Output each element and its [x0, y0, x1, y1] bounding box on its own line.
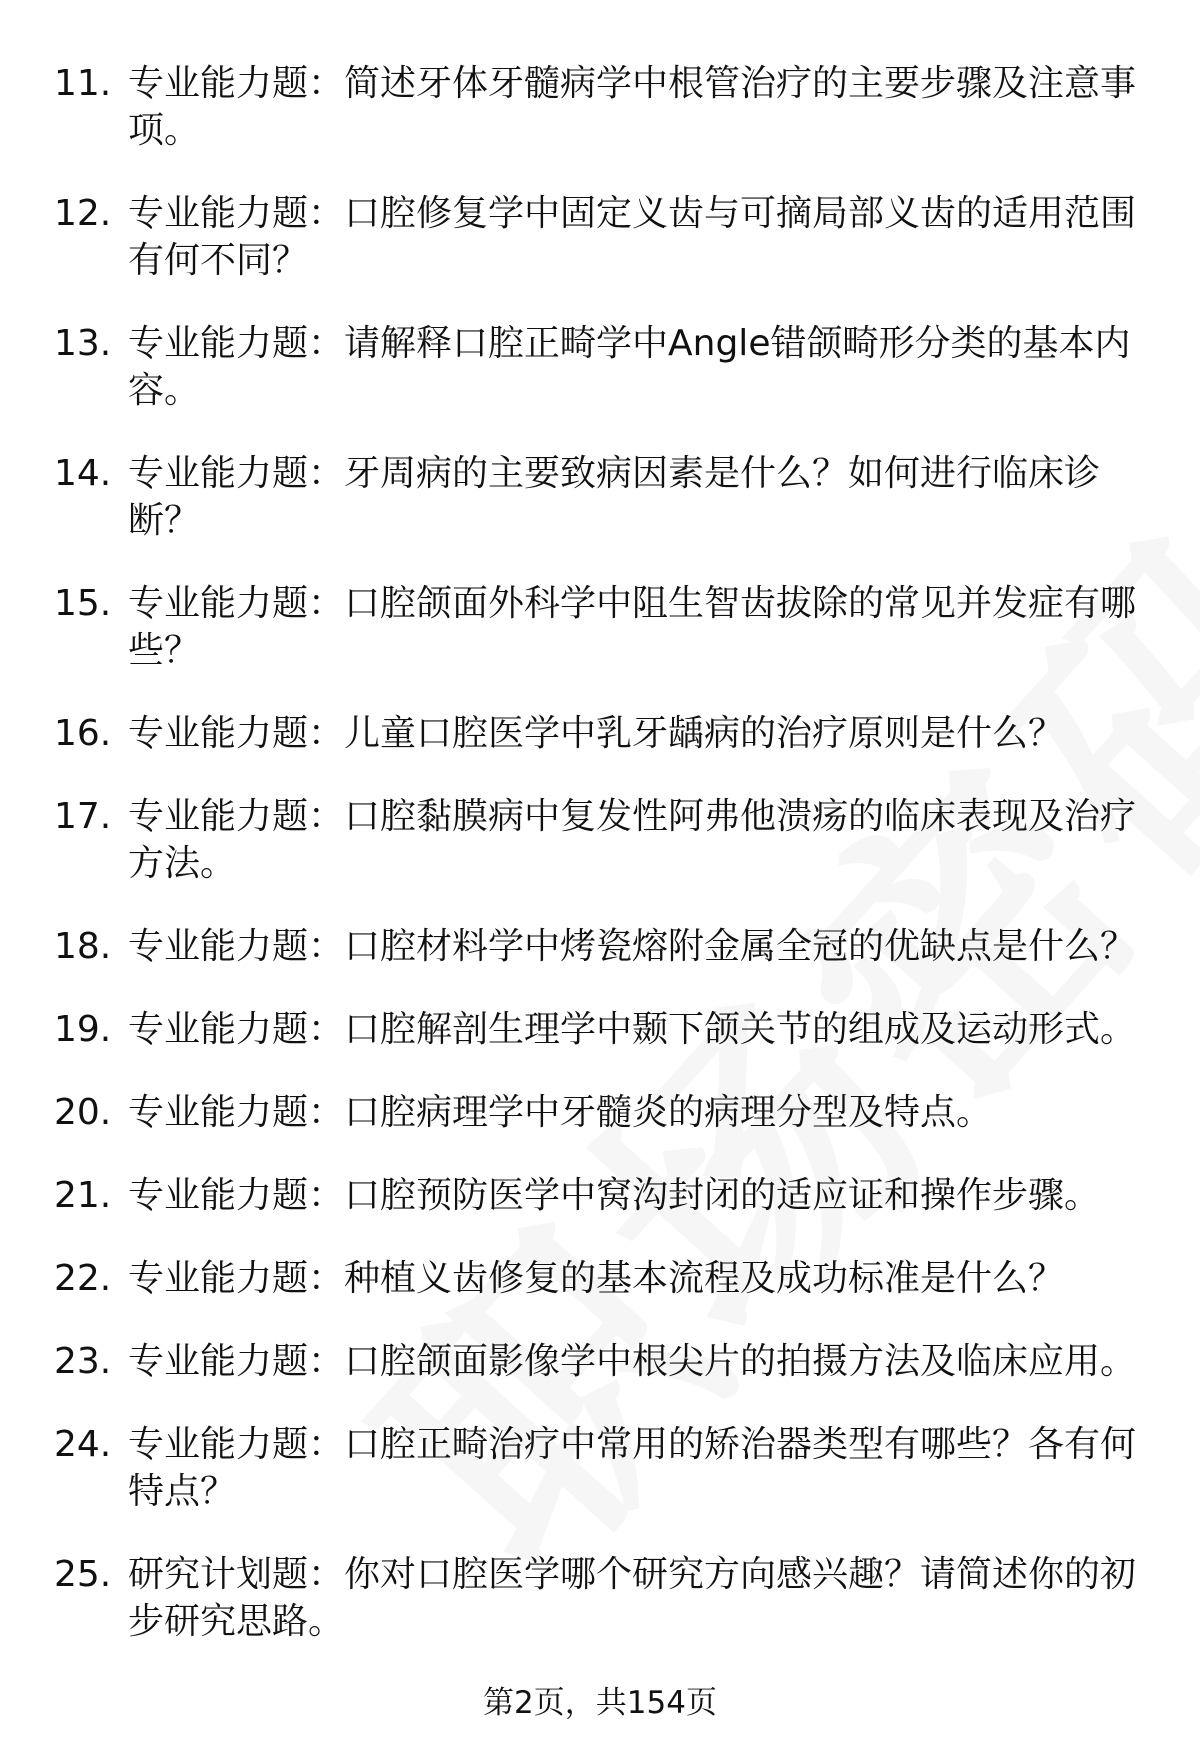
question-text: 口腔解剖生理学中颞下颌关节的组成及运动形式。	[344, 1009, 1137, 1050]
question-number: 20.	[54, 1092, 112, 1133]
question-category: 专业能力题：	[128, 453, 345, 494]
list-item	[54, 1255, 1164, 1302]
list-item	[54, 60, 1164, 154]
list-item	[54, 1089, 1164, 1136]
question-number: 18.	[54, 926, 112, 967]
list-item	[54, 1006, 1164, 1053]
list-item	[54, 190, 1164, 284]
question-text: 口腔颌面影像学中根尖片的拍摄方法及临床应用。	[344, 1341, 1137, 1382]
question-body	[128, 1421, 1164, 1515]
question-body	[128, 1338, 1164, 1385]
list-item	[54, 1421, 1164, 1515]
question-text: 口腔正畸治疗中常用的矫治器类型有哪些？各有何特点？	[128, 1424, 1137, 1512]
question-body	[128, 1006, 1164, 1053]
question-body	[128, 1551, 1164, 1645]
list-item	[54, 320, 1164, 414]
question-number: 17.	[54, 796, 112, 837]
question-category: 专业能力题：	[128, 1175, 345, 1216]
question-number: 21.	[54, 1175, 112, 1216]
list-item	[54, 793, 1164, 887]
question-category: 专业能力题：	[128, 1092, 345, 1133]
question-text: 你对口腔医学哪个研究方向感兴趣？请简述你的初步研究思路。	[128, 1554, 1137, 1642]
question-body	[128, 580, 1164, 674]
question-category: 专业能力题：	[128, 323, 345, 364]
question-body	[128, 190, 1164, 284]
question-text: 儿童口腔医学中乳牙龋病的治疗原则是什么？	[344, 713, 1065, 754]
question-text: 口腔黏膜病中复发性阿弗他溃疡的临床表现及治疗方法。	[128, 796, 1137, 884]
question-body	[128, 793, 1164, 887]
question-number: 23.	[54, 1341, 112, 1382]
question-text: 口腔材料学中烤瓷熔附金属全冠的优缺点是什么？	[344, 926, 1137, 967]
question-number: 22.	[54, 1258, 112, 1299]
question-body	[128, 450, 1164, 544]
question-text: 口腔颌面外科学中阻生智齿拔除的常见并发症有哪些？	[128, 583, 1137, 671]
question-number: 12.	[54, 193, 112, 234]
question-text: 种植义齿修复的基本流程及成功标准是什么？	[344, 1258, 1065, 1299]
question-category: 专业能力题：	[128, 796, 345, 837]
question-text: 口腔修复学中固定义齿与可摘局部义齿的适用范围有何不同？	[128, 193, 1137, 281]
question-body	[128, 1172, 1164, 1219]
question-body	[128, 1089, 1164, 1136]
question-body	[128, 1255, 1164, 1302]
question-text: 牙周病的主要致病因素是什么？如何进行临床诊断？	[128, 453, 1101, 541]
question-category: 专业能力题：	[128, 1258, 345, 1299]
question-category: 专业能力题：	[128, 1341, 345, 1382]
list-item	[54, 923, 1164, 970]
list-item	[54, 1172, 1164, 1219]
list-item	[54, 450, 1164, 544]
question-category: 专业能力题：	[128, 926, 345, 967]
question-category: 专业能力题：	[128, 713, 345, 754]
question-category: 专业能力题：	[128, 1424, 345, 1465]
question-number: 14.	[54, 453, 112, 494]
list-item	[54, 1551, 1164, 1645]
question-body	[128, 923, 1164, 970]
question-category: 研究计划题：	[128, 1554, 345, 1595]
question-category: 专业能力题：	[128, 193, 345, 234]
question-number: 19.	[54, 1009, 112, 1050]
question-body	[128, 60, 1164, 154]
question-category: 专业能力题：	[128, 583, 345, 624]
page-number: 第2页，共154页	[483, 1685, 717, 1721]
question-number: 13.	[54, 323, 112, 364]
list-item	[54, 1338, 1164, 1385]
list-item	[54, 580, 1164, 674]
question-number: 25.	[54, 1554, 112, 1595]
question-number: 16.	[54, 713, 112, 754]
question-number: 11.	[54, 63, 112, 104]
question-text: 口腔预防医学中窝沟封闭的适应证和操作步骤。	[344, 1175, 1101, 1216]
question-text: 简述牙体牙髓病学中根管治疗的主要步骤及注意事项。	[128, 63, 1137, 151]
question-category: 专业能力题：	[128, 63, 345, 104]
question-text: 请解释口腔正畸学中Angle错颌畸形分类的基本内容。	[128, 323, 1131, 411]
question-category: 专业能力题：	[128, 1009, 345, 1050]
question-number: 24.	[54, 1424, 112, 1465]
question-number: 15.	[54, 583, 112, 624]
question-body	[128, 320, 1164, 414]
list-item	[54, 710, 1164, 757]
question-body	[128, 710, 1164, 757]
question-text: 口腔病理学中牙髓炎的病理分型及特点。	[344, 1092, 993, 1133]
question-list	[54, 60, 1164, 1681]
